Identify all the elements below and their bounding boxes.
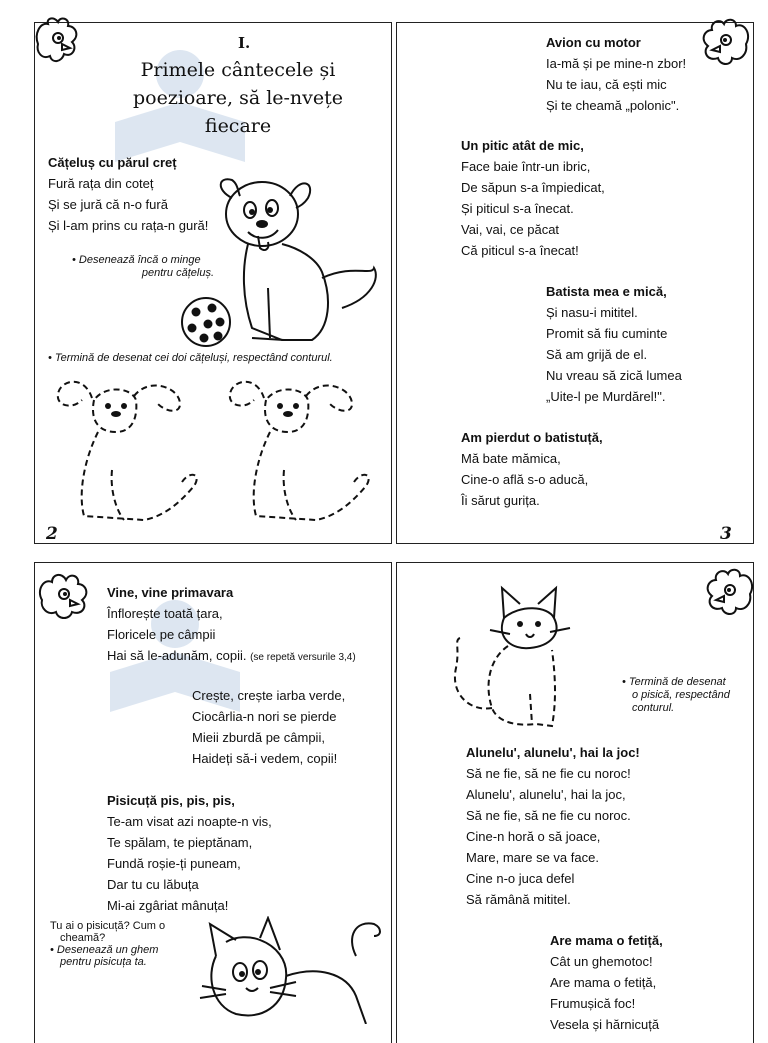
poem-line: Hai să le-adunăm, copii.: [107, 648, 247, 663]
bird-icon: [700, 566, 758, 618]
poem-title: Pisicuță pis, pis, pis,: [107, 793, 235, 808]
poem-line: Și l-am prins cu rața-n gură!: [48, 218, 209, 233]
poem-line: Fură rața din coteț: [48, 176, 154, 191]
poem-line: Floricele pe câmpii: [107, 627, 216, 642]
poem-fetita: [550, 930, 663, 1035]
poem-line: Să rămână mititel.: [466, 892, 571, 907]
poem-line: Ciocârlia-n nori se pierde: [192, 709, 337, 724]
poem-line: Fundă roșie-ți puneam,: [107, 856, 241, 871]
bird-icon: [34, 570, 94, 622]
poem-title: Are mama o fetiță,: [550, 933, 663, 948]
poem-title: Am pierdut o batistuță,: [461, 430, 603, 445]
poem-line: Cât un ghemotoc!: [550, 954, 653, 969]
poem-line: Îi sărut gurița.: [461, 493, 540, 508]
poem-avion: [546, 32, 686, 116]
page-number: 2: [46, 524, 58, 544]
poem-primavara-stanza2: [192, 685, 345, 769]
poem-line: Că piticul s-a înecat!: [461, 243, 579, 258]
dashed-cat-icon: [440, 584, 590, 732]
poem-line: Cine n-o juca defel: [466, 871, 575, 886]
bird-icon: [32, 14, 84, 68]
poem-line: Și piticul s-a înecat.: [461, 201, 574, 216]
heading-line: Primele cântecele și: [140, 59, 336, 81]
note-finish-cat: [622, 676, 730, 715]
note-finish-dogs: • Termină de desenat cei doi cățeluși, respectând conturul.: [48, 352, 333, 364]
poem-line: Promit să fiu cuminte: [546, 326, 668, 341]
poem-line: Înflorește toată țara,: [107, 606, 223, 621]
poem-title: Avion cu motor: [546, 35, 641, 50]
note-line: cheamă?: [60, 932, 106, 944]
poem-line: Și te cheamă „polonic".: [546, 98, 680, 113]
poem-batista: [546, 281, 682, 407]
chapter-heading: [118, 56, 358, 140]
poem-line: Te-am visat azi noapte-n vis,: [107, 814, 272, 829]
poem-line: Face baie într-un ibric,: [461, 159, 591, 174]
poem-pitic: [461, 135, 605, 261]
poem-line: „Uite-l pe Murdărel!".: [546, 389, 666, 404]
poem-primavara: [107, 582, 356, 668]
poem-title: Cățeluș cu părul creț: [48, 155, 177, 170]
poem-line: Are mama o fetiță,: [550, 975, 657, 990]
note-line: • Desenează încă o minge: [72, 254, 201, 266]
repeat-note: (se repetă versurile 3,4): [250, 652, 356, 663]
note-line: Tu ai o pisicuță? Cum o: [50, 920, 166, 932]
chapter-number: I.: [238, 34, 251, 52]
poem-line: Crește, crește iarba verde,: [192, 688, 346, 703]
note-line: • Desenează un ghem: [50, 944, 159, 956]
note-line: • Termină de desenat: [622, 676, 726, 688]
note-line: conturul.: [632, 702, 675, 714]
poem-line: Alunelu', alunelu', hai la joc,: [466, 787, 626, 802]
poem-catelus: [48, 152, 208, 236]
note-draw-ball-of-yarn: [50, 920, 165, 968]
poem-line: Mă bate mămica,: [461, 451, 561, 466]
bird-icon: [696, 16, 754, 68]
poem-line: Cine-o află s-o aducă,: [461, 472, 589, 487]
poem-line: Ia-mă și pe mine-n zbor!: [546, 56, 687, 71]
note-line: pentru cățeluș.: [141, 267, 214, 279]
poem-line: Haideți să-i vedem, copii!: [192, 751, 338, 766]
note-line: pentru pisicuța ta.: [60, 956, 147, 968]
poem-line: Mi-ai zgâriat mânuța!: [107, 898, 229, 913]
heading-line: fiecare: [204, 115, 272, 137]
poem-line: Vai, vai, ce păcat: [461, 222, 560, 237]
poem-batistuta: [461, 427, 603, 511]
heading-line: poezioare, să le-nvețe: [132, 87, 344, 109]
poem-line: Frumușică foc!: [550, 996, 636, 1011]
poem-line: Dar tu cu lăbuța: [107, 877, 199, 892]
poem-line: Să ne fie, să ne fie cu noroc!: [466, 766, 631, 781]
poem-title: Alunelu', alunelu', hai la joc!: [466, 745, 640, 760]
ball-illustration: [180, 296, 232, 348]
poem-line: Mare, mare se va face.: [466, 850, 599, 865]
poem-line: Nu vreau să zică lumea: [546, 368, 682, 383]
dashed-dog-icon: [54, 370, 204, 526]
note-draw-ball: [72, 254, 214, 280]
poem-line: Vesela și hărnicuță: [550, 1017, 660, 1032]
poem-line: Nu te iau, că ești mic: [546, 77, 667, 92]
poem-line: Și se jură că n-o fură: [48, 197, 168, 212]
poem-line: Să am grijă de el.: [546, 347, 648, 362]
poem-title: Vine, vine primavara: [107, 585, 234, 600]
poem-line: Și nasu-i mititel.: [546, 305, 638, 320]
poem-line: Să ne fie, să ne fie cu noroc.: [466, 808, 631, 823]
poem-alunelu: [466, 742, 640, 910]
note-line: o pisică, respectând: [632, 689, 730, 701]
poem-pisicuta: [107, 790, 272, 916]
page-number: 3: [720, 524, 732, 544]
poem-line: Te spălam, te pieptănam,: [107, 835, 253, 850]
cat-illustration: [196, 916, 388, 1024]
poem-line: De săpun s-a împiedicat,: [461, 180, 605, 195]
dog-illustration: [212, 168, 384, 350]
poem-title: Batista mea e mică,: [546, 284, 667, 299]
dashed-dog-icon: [226, 370, 376, 526]
poem-title: Un pitic atât de mic,: [461, 138, 584, 153]
poem-line: Cine-n horă o să joace,: [466, 829, 601, 844]
poem-line: Mieii zburdă pe câmpii,: [192, 730, 325, 745]
